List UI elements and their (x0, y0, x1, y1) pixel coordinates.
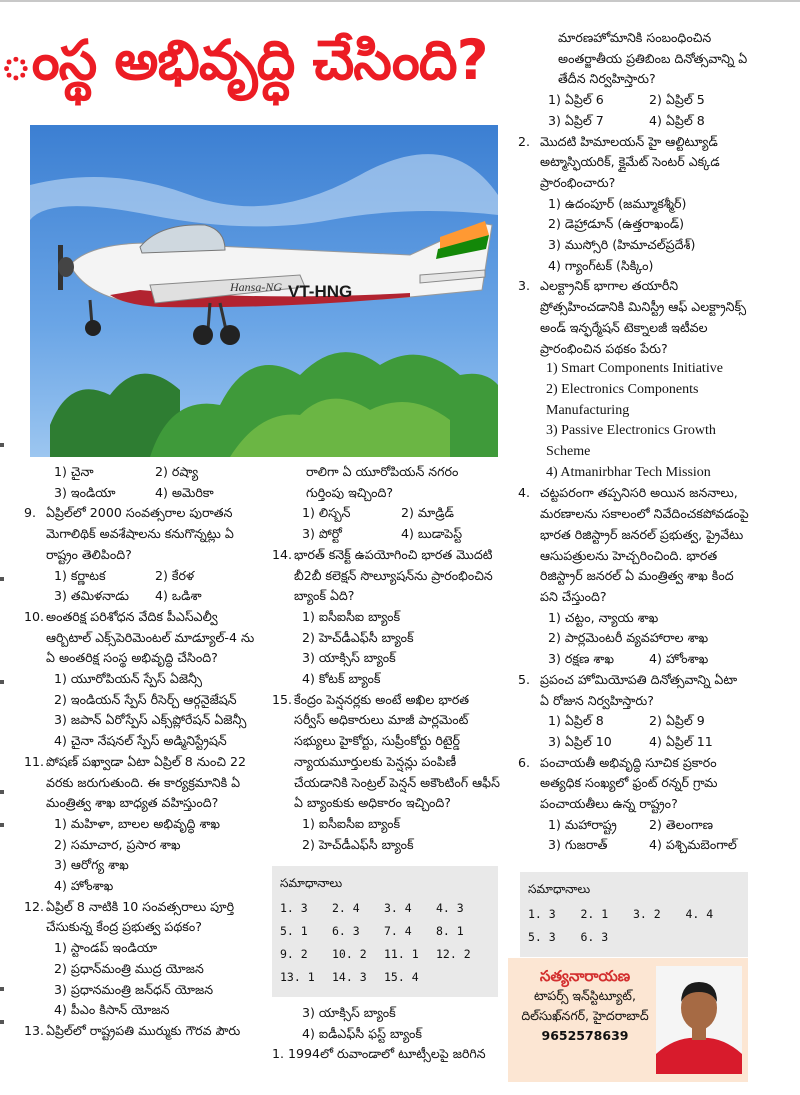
option: 4) ఒడిశా (155, 588, 202, 604)
option: 4) అమెరికా (155, 484, 214, 500)
question-number: 4. (518, 485, 531, 501)
aircraft-script-label: Hansa-NG (230, 280, 283, 294)
answer: 10. 2 (332, 947, 367, 961)
aircraft-illustration (30, 125, 498, 457)
question-4 (518, 483, 750, 607)
answer: 2. 1 (580, 907, 609, 921)
answer: 15. 4 (384, 970, 419, 984)
answer: 1. 3 (280, 901, 308, 915)
option: 3) యాక్సిస్ బ్యాంక్ (302, 650, 396, 666)
author-name: సత్యనారాయణ (539, 967, 631, 985)
question-3 (518, 276, 750, 359)
question-number: 5. (518, 671, 531, 687)
question-continuation: మారణహోమానికి సంబంధించిన అంతర్జాతీయ ప్రతిబింబ దినోత్సవాన్ని ఏ తేదీన నిర్వహిస్తారు? (558, 30, 748, 87)
options-row (24, 586, 256, 607)
question-10 (24, 607, 256, 669)
option: 1) లిస్బన్ (302, 505, 351, 521)
options-row (518, 835, 750, 856)
question-11 (24, 752, 256, 814)
answer: 4. 4 (685, 907, 714, 921)
answer: 13. 1 (280, 970, 315, 984)
option: 3) ఇండియా (54, 484, 116, 500)
options-row (518, 649, 750, 670)
aircraft-photo (30, 125, 498, 457)
question-number: 15. (272, 691, 293, 707)
column-2 (272, 462, 500, 855)
option: 2) హెచ్‌డీఎఫ్‌సీ బ్యాంక్ (302, 629, 414, 645)
option: 2) ఏప్రిల్ 9 (649, 713, 705, 729)
top-rule (0, 0, 800, 2)
option: 4) హోంశాఖ (649, 651, 709, 667)
answers-title: సమాధానాలు (280, 876, 343, 890)
question-text: ఏప్రిల్‌లో రాష్ట్రపతి ముర్ముకు గౌరవ పౌరు (46, 1022, 241, 1038)
option: 3) జపాన్ ఏరోస్పేస్ ఎక్స్‌ప్లోరేషన్ ఏజెన్సీ (54, 712, 247, 728)
option: 4) ఐడీఎఫ్‌సీ ఫస్ట్ బ్యాంక్ (302, 1025, 422, 1041)
aircraft-registration: VT-HNG (288, 282, 353, 301)
answers-row (280, 897, 488, 920)
option: 4) ఏప్రిల్ 8 (649, 112, 705, 128)
author-phone: 9652578639 (541, 1028, 629, 1043)
option: 2) డెహ్రాడూన్ (ఉత్తరాఖండ్) (548, 216, 685, 232)
option: 1) యూరోపియన్ స్పేస్ ఏజెన్సీ (54, 671, 202, 687)
option: 2) ఏప్రిల్ 5 (649, 92, 705, 108)
author-box (508, 958, 748, 1082)
question-13 (24, 1021, 256, 1042)
option: 3) రక్షణ శాఖ (548, 651, 614, 667)
answers-box-1 (272, 866, 498, 997)
options-row (518, 90, 750, 111)
option: 4) పశ్చిమబెంగాల్ (649, 837, 737, 853)
person-portrait-icon (656, 966, 742, 1074)
answer: 7. 4 (384, 924, 412, 938)
answers-row (528, 926, 738, 949)
option: 1) ఏప్రిల్ 8 (548, 713, 604, 729)
column-3 (518, 28, 750, 856)
question-number: 11. (24, 753, 45, 769)
answers-box-2 (520, 872, 748, 957)
options-row (518, 732, 750, 753)
option: 1) స్టాండప్ ఇండియా (54, 940, 158, 956)
option: 2) తెలంగాణ (649, 816, 714, 832)
question-text: అంతరిక్ష పరిశోధన వేదిక పీఎస్ఎల్వీ ఆర్బిటాల్ ఎక్స్‌పెరిమెంటల్ మాడ్యూల్-4 ను ఏ అంతరిక్ష సంస్థ అభివృద్ధి చేసింది? (46, 608, 255, 666)
option: 4) ఏప్రిల్ 11 (649, 733, 713, 749)
option: 2) సమాచార, ప్రసార శాఖ (54, 836, 181, 852)
question-5 (518, 670, 750, 711)
option: 1) చట్టం, న్యాయ శాఖ (548, 609, 659, 625)
question-text: ఏప్రిల్‌లో 2000 సంవత్సరాల పురాతన మెగాలిథిక్ అవశేషాలను కనుగొన్నట్లు ఏ రాష్ట్రం తెలిపింది? (46, 505, 234, 562)
option: 1) మహిళా, బాలల అభివృద్ధి శాఖ (54, 815, 221, 831)
question-text: ప్రపంచ హోమియోపతి దినోత్సవాన్ని ఏటా ఏ రోజున నిర్వహిస్తారు? (540, 671, 738, 708)
question-number: 10. (24, 608, 45, 624)
author-info (516, 966, 654, 1046)
option: 4) చైనా నేషనల్ స్పేస్ అడ్మినిస్ట్రేషన్ (54, 733, 227, 749)
option: 4) కోటక్ బ్యాంక్ (302, 671, 381, 687)
option: 1) చైనా (54, 464, 94, 479)
question-text: చట్టపరంగా తప్పనిసరి అయిన జననాలు, మరణాలను సకాలంలో నివేదించకపోవడంపై భారత రిజిస్ట్రార్ జనరల్ ప్రభుత్వ, ప్రైవేటు ఆసుపత్రులను హెచ్చరించింది. భారత రిజిస్ట్రార్ జనరల్ ఏ మంత్రిత్వ శాఖ కింద పని చేస్తుంది? (540, 485, 749, 604)
answer (436, 966, 488, 989)
option: 3) గుజరాత్ (548, 837, 608, 853)
answer: 3. 4 (384, 901, 412, 915)
answer: 5. 3 (528, 930, 556, 944)
option: 1) Smart Components Initiative (546, 361, 723, 377)
question-number: 12. (24, 898, 45, 914)
option: 2) హెచ్‌డీఎఫ్‌సీ బ్యాంక్ (302, 836, 414, 852)
answer (633, 926, 686, 949)
question-continuation: రాలిగా ఏ యూరోపియన్ నగరం గుర్తింపు ఇచ్చింది? (306, 464, 459, 500)
headline: ంస్థ అభివృద్ధి చేసింది? (0, 28, 488, 92)
option: 3) పోర్టో (302, 526, 342, 542)
option: 1) ఏప్రిల్ 6 (548, 92, 604, 108)
answers-title: సమాధానాలు (528, 882, 591, 896)
options-row (272, 524, 500, 545)
question-15 (272, 690, 500, 814)
option: 3) ముస్సోరి (హిమాచల్‌ప్రదేశ్) (548, 237, 696, 253)
option: 2) కేరళ (155, 567, 195, 583)
option: 2) ప్రధాన్‌మంత్రి ముద్ర యోజన (54, 960, 204, 976)
answer: 4. 3 (436, 901, 464, 915)
question-text: భారత్ కనెక్ట్ ఉపయోగించి భారత మొదటి బీ2బీ కలెక్షన్ సొల్యూషన్‌ను ప్రారంభించిన బ్యాంక్ ఏది? (294, 546, 493, 604)
author-location: దిల్‌సుఖ్‌నగర్, హైదరాబాద్ (521, 1008, 649, 1023)
options-row (272, 503, 500, 524)
question-number: 14. (272, 546, 293, 562)
option: 1) ఐసీఐసీఐ బ్యాంక్ (302, 608, 401, 624)
answer: 9. 2 (280, 947, 308, 961)
option: 4) హోంశాఖ (54, 878, 114, 894)
options-row (24, 462, 256, 483)
option: 3) ఏప్రిల్ 10 (548, 733, 612, 749)
question-text: పంచాయతీ అభివృద్ధి సూచిక ప్రకారం అత్యధిక సంఖ్యలో ఫ్రంట్ రన్నర్ గ్రామ పంచాయతీలు ఉన్న రాష్ట్రం? (540, 754, 718, 812)
option: 2) పార్లమెంటరీ వ్యవహారాల శాఖ (548, 630, 709, 646)
options-row (518, 815, 750, 836)
options-row (518, 711, 750, 732)
option: 4) బుడాపెస్ట్ (401, 526, 463, 542)
option: 3) యాక్సిస్ బ్యాంక్ (302, 1005, 396, 1020)
question-number: 6. (518, 754, 531, 770)
answer: 8. 1 (436, 924, 464, 938)
answer: 12. 2 (436, 947, 471, 961)
option: 3) ఏప్రిల్ 7 (548, 112, 604, 128)
answers-row (280, 943, 488, 966)
answer (686, 926, 739, 949)
options-row (24, 566, 256, 587)
answer: 14. 3 (332, 970, 367, 984)
option: 4) పీఎం కిసాన్ యోజన (54, 1002, 170, 1018)
options-row (518, 111, 750, 132)
question-number: 3. (518, 278, 531, 294)
option: 2) Electronics Components Manufacturing (546, 381, 699, 418)
question-text: ఎలక్ట్రానిక్ భాగాల తయారీని ప్రోత్సహించడానికి మినిస్ట్రీ ఆఫ్ ఎలక్ట్రానిక్స్ అండ్ ఇన్ఫర్మేషన్ టెక్నాలజీ ఇటీవల ప్రారంభించిన పథకం పేరు? (540, 278, 747, 356)
column-1 (24, 462, 256, 1042)
question-14 (272, 545, 500, 607)
question-text: పోషణ్ పఖ్వాడా ఏటా ఏప్రిల్ 8 నుంచి 22 వరకు జరుగుతుంది. ఈ కార్యక్రమానికి ఏ మంత్రిత్వ శాఖ బాధ్యత వహిస్తుంది? (46, 753, 247, 811)
answer: 11. 1 (384, 947, 419, 961)
question-6 (518, 753, 750, 815)
question-2 (518, 132, 750, 194)
option: 3) తమిళనాడు (54, 588, 129, 604)
option: 2) ఇండియన్ స్పేస్ రీసెర్చ్ ఆర్గనైజేషన్ (54, 691, 237, 707)
option: 4) గ్యాంగ్‌టక్ (సిక్కిం) (548, 257, 654, 273)
question-text: కేంద్రం పెన్షనర్లకు అంటే అఖిల భారత సర్వీస్ అధికారులు మాజీ పార్లమెంట్ సభ్యులు హైకోర్టు, సుప్రీంకోర్టు రిటైర్డ్ న్యాయమూర్తులకు పెన్షన్లు పంపిణీ చేయడానికి సెంట్రల్ పెన్షన్ అకౌంటింగ్ ఆఫీస్ ఏ బ్యాంకుకు అధికారం ఇచ్చింది? (294, 691, 500, 811)
answer: 2. 4 (332, 901, 360, 915)
question-text: ఏప్రిల్ 8 నాటికి 10 సంవత్సరాలు పూర్తి చేసుకున్న కేంద్ర ప్రభుత్వ పథకం? (46, 898, 235, 935)
question-1-start: 1. 1994లో రువాండాలో టూట్సీలపై జరిగిన (272, 1046, 486, 1062)
answer: 6. 3 (332, 924, 360, 938)
answers-row (280, 966, 488, 989)
option: 2) మాడ్రిడ్ (401, 505, 454, 521)
option: 1) కర్ణాటక (54, 567, 106, 583)
option: 2) రష్యా (155, 464, 199, 479)
question-number: 13. (24, 1022, 45, 1038)
option: 4) Atmanirbhar Tech Mission (546, 464, 711, 480)
question-9 (24, 503, 256, 565)
question-text: మొదటి హిమాలయన్ హై ఆల్టిట్యూడ్ అట్మాస్ఫియరిక్, క్లైమేట్ సెంటర్ ఎక్కడ ప్రారంభించారు? (540, 133, 720, 190)
options-row (24, 483, 256, 504)
option: 1) ఉదంపూర్ (జమ్మూకశ్మీర్) (548, 195, 687, 211)
author-photo (656, 966, 742, 1074)
author-institute: టాపర్స్ ఇన్‌స్టిట్యూట్, (534, 988, 636, 1003)
option: 1) మహారాష్ట్ర (548, 816, 617, 832)
answer: 6. 3 (580, 930, 609, 944)
option: 3) ప్రధానమంత్రి జన్‌ధన్ యోజన (54, 981, 214, 997)
option: 3) Passive Electronics Growth Scheme (546, 423, 716, 460)
question-number: 2. (518, 133, 531, 149)
column-2-tail (272, 1003, 500, 1065)
answers-row (280, 920, 488, 943)
option: 3) ఆరోగ్య శాఖ (54, 857, 129, 873)
answer: 1. 3 (528, 907, 556, 921)
answers-row (528, 903, 738, 926)
answer: 3. 2 (633, 907, 661, 921)
option: 1) ఐసీఐసీఐ బ్యాంక్ (302, 815, 401, 831)
question-number: 9. (24, 505, 37, 521)
answer: 5. 1 (280, 924, 308, 938)
question-12 (24, 897, 256, 938)
